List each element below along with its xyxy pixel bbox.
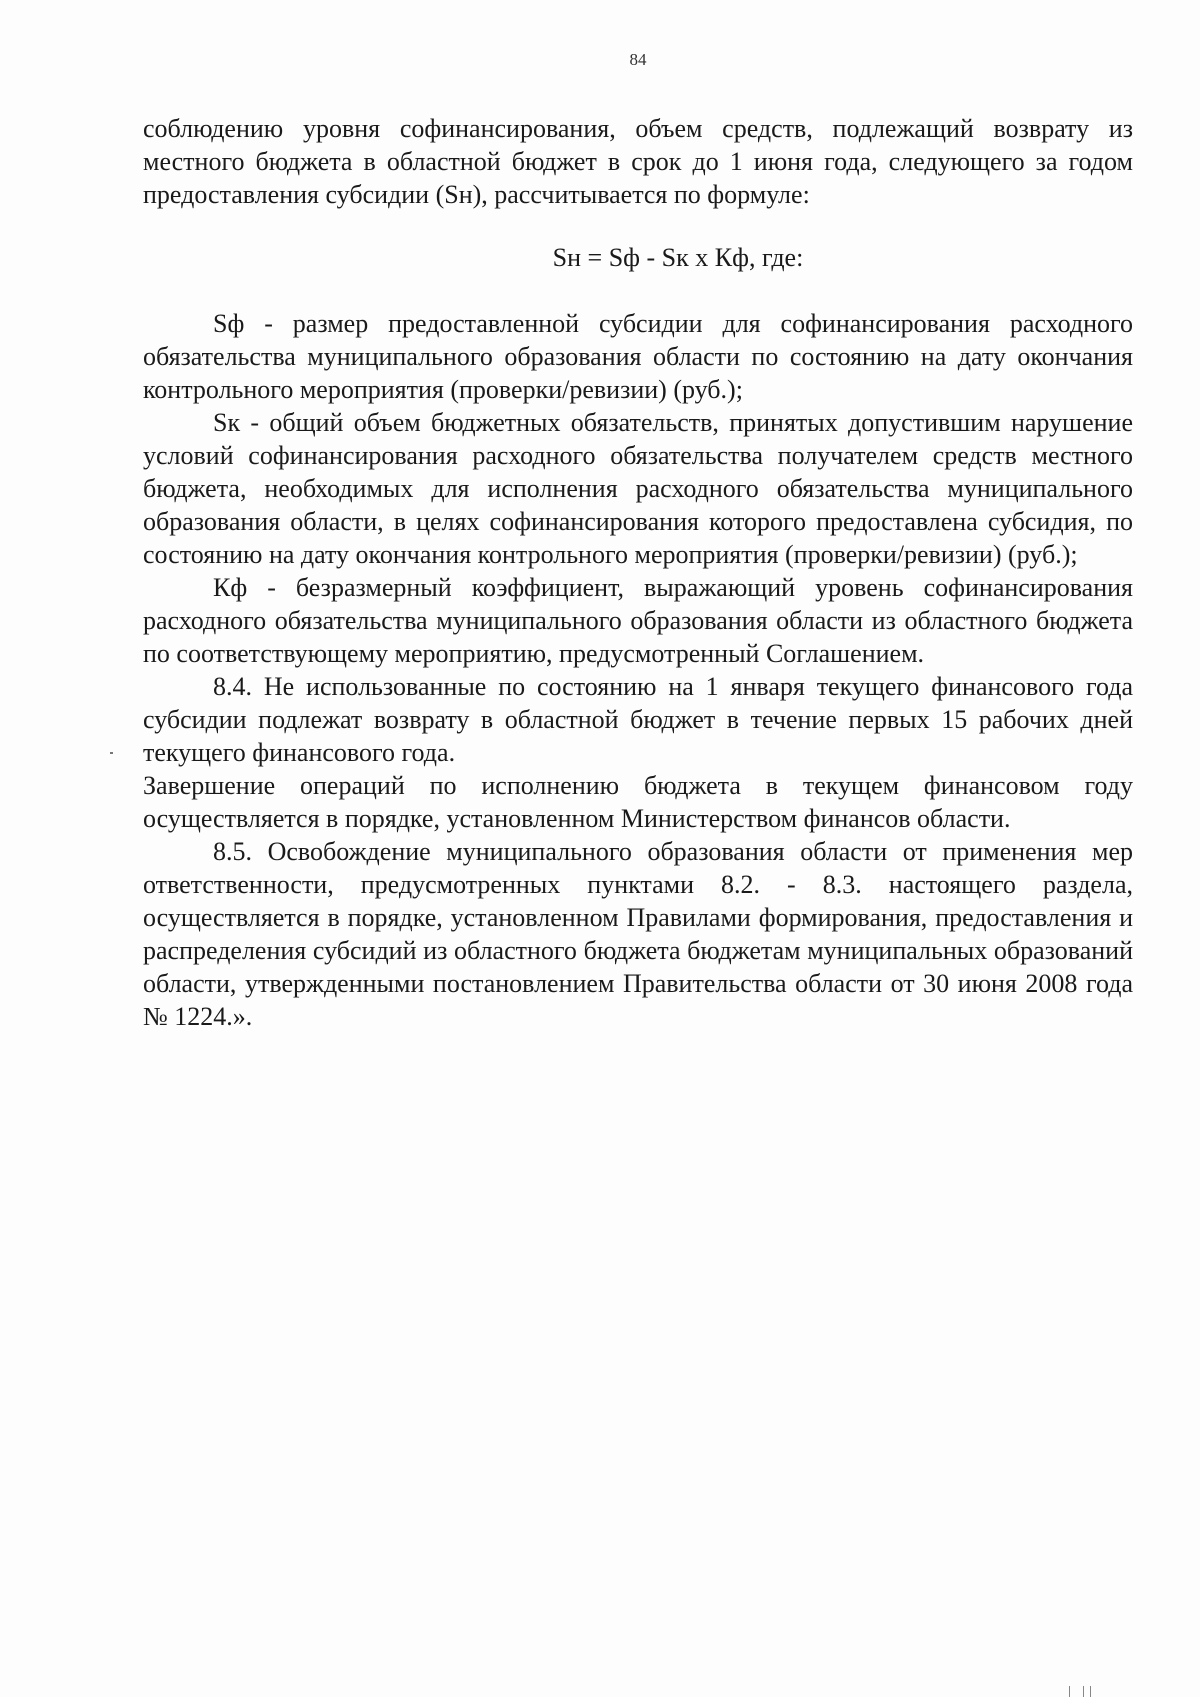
paragraph-sf-definition: Sф - размер предоставленной субсидии для софинансирования расходного обязательства муниципального образования области по состоянию на дату окончания контрольного мероприятия (проверки/ревизии) (руб.); bbox=[143, 309, 1133, 404]
scan-corner-marks: | || bbox=[1068, 1686, 1096, 1697]
scan-mark bbox=[110, 752, 113, 754]
document-body bbox=[143, 112, 1133, 1033]
paragraph-budget-completion: Завершение операций по исполнению бюджета в текущем финансовом году осуществляется в порядке, установленном Министерством финансов области. bbox=[143, 771, 1133, 833]
paragraph-sk-definition: Sк - общий объем бюджетных обязательств, принятых допустившим нарушение условий софинансирования расходного обязательства получателем средств местного бюджета, необходимых для исполнения расходного обязательства муниципального образования области, в целях софинансирования которого предоставлена субсидия, по состоянию на дату окончания контрольного мероприятия (проверки/ревизии) (руб.); bbox=[143, 408, 1133, 569]
paragraph-8-4: 8.4. Не использованные по состоянию на 1 января текущего финансового года субсидии подлежат возврату в областной бюджет в течение первых 15 рабочих дней текущего финансового года. bbox=[143, 672, 1133, 767]
paragraph-kf-definition: Кф - безразмерный коэффициент, выражающий уровень софинансирования расходного обязательства муниципального образования области из областного бюджета по соответствующему мероприятию, предусмотренный Соглашением. bbox=[143, 573, 1133, 668]
paragraph-8-5: 8.5. Освобождение муниципального образования области от применения мер ответственности, предусмотренных пунктами 8.2. - 8.3. настоящего раздела, осуществляется в порядке, установленном Правилами формирования, предоставления и распределения субсидий из областного бюджета бюджетам муниципальных образований области, утвержденными постановлением Правительства области от 30 июня 2008 года № 1224.». bbox=[143, 837, 1133, 1031]
paragraph-continuation: соблюдению уровня софинансирования, объем средств, подлежащий возврату из местного бюджета в областной бюджет в срок до 1 июня года, следующего за годом предоставления субсидии (Sн), рассчитывается по формуле: bbox=[143, 114, 1133, 209]
formula: Sн = Sф - Sк x Кф, где: bbox=[552, 243, 804, 272]
page-number: 84 bbox=[629, 50, 647, 69]
